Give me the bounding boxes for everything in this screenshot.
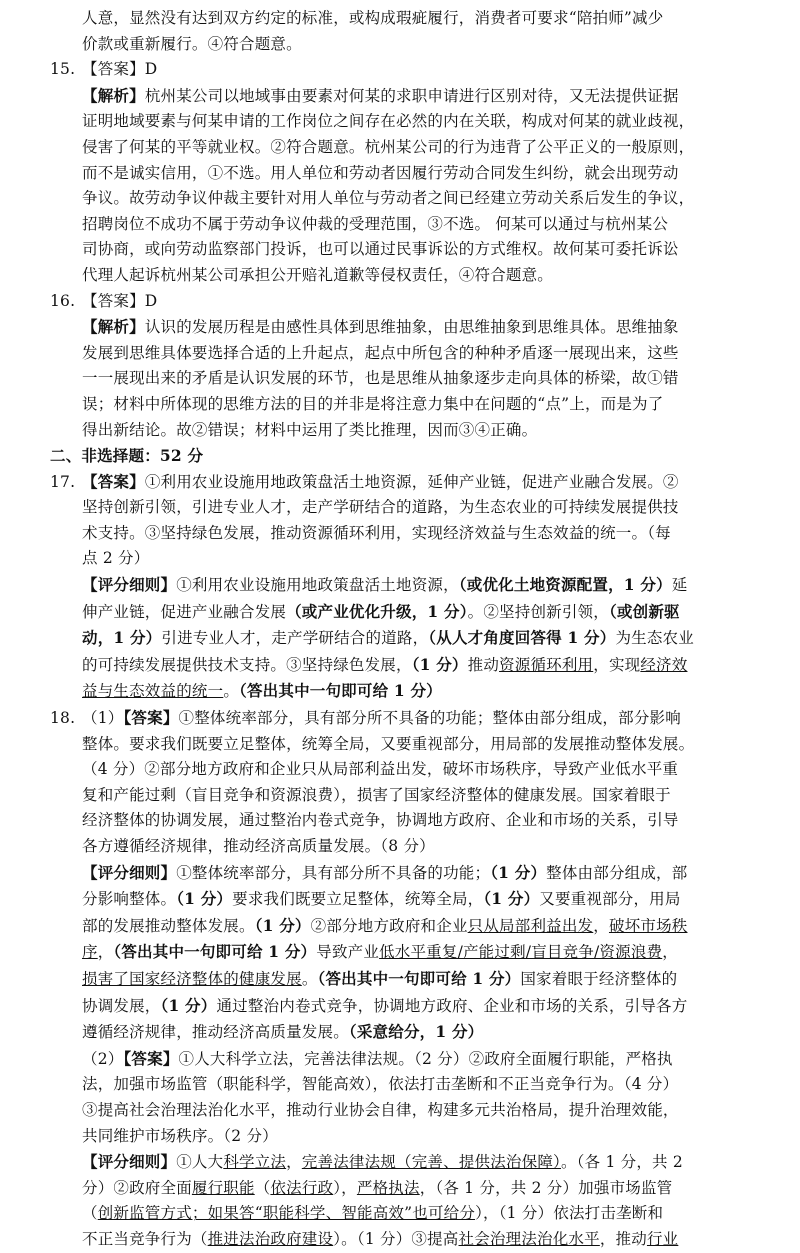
text: ， <box>286 1153 302 1172</box>
text: 坚持创新引领，引进专业人才，走产学研结合的道路，为生态农业的可持续发展提供技 <box>82 498 679 517</box>
bold-note: （或产业优化升级，1 分） <box>286 601 468 621</box>
text-line <box>50 1098 766 1124</box>
text: ， <box>662 943 678 962</box>
text: 延 <box>671 576 688 595</box>
text-line <box>50 392 766 418</box>
text-line <box>50 652 766 679</box>
text-line <box>50 1201 766 1227</box>
text-line <box>50 341 766 367</box>
underlined-key: 推进法治政府建设 <box>207 1229 334 1248</box>
text: ， <box>593 916 609 935</box>
answer-label: 【答案】 <box>82 471 145 491</box>
underlined-key: 益与生态效益的统一 <box>82 682 224 701</box>
text: 代理人起诉杭州某公司承担公开赔礼道歉等侵权责任，④符合题意。 <box>82 265 554 284</box>
answer-label: 【答案】 <box>123 1048 179 1068</box>
bold-note: （答出其中一句即可给 1 分） <box>317 968 521 988</box>
text-line <box>50 109 766 135</box>
underlined-key: 行业 <box>646 1229 679 1248</box>
underlined-key: 序 <box>82 943 98 962</box>
text-line <box>50 966 766 993</box>
text: 招聘岗位不成功不属于劳动争议仲裁的受理范围，③不选。 何某可以通过与杭州某公 <box>82 214 669 233</box>
text: 推动 <box>467 655 500 674</box>
text: 国家着眼于经济整体的 <box>520 969 678 988</box>
text: 得出新结论。故②错误；材料中运用了类比推理，因而③④正确。 <box>82 420 538 439</box>
text: （ <box>254 1178 271 1197</box>
text: 通过整治内卷式竞争，协调地方政府、企业和市场的关系，引导各方 <box>216 996 688 1015</box>
text: ， <box>97 943 114 962</box>
text: 误；材料中所体现的思维方法的目的并非是将注意力集中在问题的“点”上，而是为了 <box>82 394 664 413</box>
text-line <box>50 1176 766 1202</box>
underlined-key: 创新监管方式；如果答“职能科学、智能高效”也可给分 <box>97 1204 476 1223</box>
section-title: 二、非选择题：52 分 <box>50 446 204 466</box>
text-line <box>50 993 766 1020</box>
text: 分影响整体。 <box>82 890 177 909</box>
text: ①利用农业设施用地政策盘活土地资源，延伸产业链，促进产业融合发展。② <box>144 472 679 491</box>
text-line <box>50 495 766 521</box>
text-line <box>50 1124 766 1150</box>
bold-note: （1 分） <box>490 862 547 882</box>
answer: 【答案】D <box>82 291 158 310</box>
text: ），（1 分）依法打击垄断和 <box>475 1204 664 1223</box>
text-line <box>50 886 766 913</box>
text: ②部分地方政府和企业 <box>310 916 468 935</box>
underlined-key: 依法行政 <box>270 1178 334 1197</box>
text: ①整体统率部分，具有部分所不具备的功能； <box>176 863 491 882</box>
text: ①人大 <box>176 1153 224 1172</box>
text: 整体。要求我们既要立足整体，统筹全局，又要重视部分，用局部的发展推动整体发展。 <box>82 734 695 753</box>
underlined-key: 经济效 <box>640 655 688 674</box>
text-line <box>50 1072 766 1098</box>
text-line <box>50 418 766 444</box>
text: ，推动 <box>599 1229 647 1248</box>
bold-note: （1 分） <box>483 889 540 909</box>
bold-note: （从人才角度回答得 1 分） <box>428 628 616 648</box>
bold-note: （答出其中一句即可给 1 分） <box>113 942 317 962</box>
underlined-key: 完善法律法规（完善、提供法治保障） <box>301 1153 561 1172</box>
underlined-key: 只从局部利益出发 <box>467 916 594 935</box>
text: 侵害了何某的平等就业权。②符合题意。杭州某公司的行为违背了公平正义的一般原则， <box>82 137 695 156</box>
underlined-key: 科学立法 <box>223 1153 287 1172</box>
text: （1） <box>82 709 124 728</box>
text: 发展到思维具体要选择合适的上升起点，起点中所包含的种种矛盾逐一展现出来，这些 <box>82 343 679 362</box>
text-line <box>50 1046 766 1073</box>
text: ，（各 1 分，共 2 分）加强市场监管 <box>419 1178 673 1197</box>
analysis-label: 【解析】 <box>82 85 145 105</box>
answer: 【答案】D <box>82 60 158 79</box>
text-line <box>50 212 766 238</box>
text: 证明地域要素与何某申请的工作岗位之间存在必然的内在关联，构成对何某的就业歧视， <box>82 112 695 131</box>
bold-note: （1 分） <box>254 915 311 935</box>
text-line <box>50 757 766 783</box>
text-line <box>50 1149 766 1176</box>
text: 不正当竞争行为（ <box>82 1229 208 1248</box>
underlined-key: 社会治理法治化水平 <box>458 1229 600 1248</box>
text-line <box>50 572 766 599</box>
text: 为生态农业 <box>615 629 694 648</box>
text: ①利用农业设施用地政策盘活土地资源， <box>176 576 459 595</box>
underlined-key: 损害了国家经济整体的健康发展 <box>82 969 302 988</box>
text-line <box>50 783 766 809</box>
underlined-key: 严格执法 <box>356 1178 420 1197</box>
bold-note: （1 分） <box>160 995 217 1015</box>
text: 分）②政府全面 <box>82 1178 192 1197</box>
text: 导致产业 <box>316 943 380 962</box>
text-line <box>50 83 766 110</box>
text: 人意，显然没有达到双方约定的标准，或构成瑕疵履行，消费者可要求“陪拍师”减少 <box>82 9 664 27</box>
text: 认识的发展历程是由感性具体到思维抽象，由思维抽象到思维具体。思维抽象 <box>144 318 679 337</box>
text: 要求我们既要立足整体，统筹全局， <box>232 890 484 909</box>
text-line <box>50 678 766 705</box>
text-line <box>50 939 766 966</box>
text: 司协商，或向劳动监察部门投诉，也可以通过民事诉讼的方式维权。故何某可委托诉讼 <box>82 240 679 259</box>
text-line <box>50 1019 766 1046</box>
text: 伸产业链，促进产业融合发展 <box>82 602 287 621</box>
text: ）， <box>333 1178 357 1197</box>
text: 协调发展， <box>82 996 161 1015</box>
text: （ <box>82 1204 98 1223</box>
text: 争议。故劳动争议仲裁主要针对用人单位与劳动者之间已经建立劳动关系后发生的争议， <box>82 189 695 208</box>
text-line <box>50 834 766 860</box>
text: 术支持。③坚持绿色发展，推动资源循环利用，实现经济效益与生态效益的统一。（每 <box>82 523 671 542</box>
text: 部的发展推动整体发展。 <box>82 916 255 935</box>
text: 复和产能过剩（盲目竞争和资源浪费），损害了国家经济整体的健康发展。国家着眼于 <box>82 785 671 804</box>
text: 而不是诚实信用，①不选。用人单位和劳动者因履行劳动合同发生纠纷，就会出现劳动 <box>82 163 679 182</box>
text-line <box>50 521 766 547</box>
text-line <box>50 860 766 887</box>
text: 。②坚持创新引领， <box>467 602 609 621</box>
question-number: 16. <box>50 291 76 310</box>
text: 遵循经济规律，推动经济高质量发展。 <box>82 1023 349 1042</box>
text-line <box>50 599 766 626</box>
text-line <box>50 732 766 758</box>
underlined-key: 资源循环利用 <box>499 655 594 674</box>
text: 整体由部分组成，部 <box>546 863 688 882</box>
text-line <box>50 366 766 392</box>
text: ，实现 <box>593 655 641 674</box>
underlined-key: 低水平重复/产能过剩/盲目竞争/资源浪费 <box>379 943 663 962</box>
text-line <box>50 186 766 212</box>
section-heading <box>50 443 766 469</box>
text: 共同维护市场秩序。（2 分） <box>82 1126 278 1145</box>
text: 。（各 1 分，共 2 <box>560 1153 683 1172</box>
text: 杭州某公司以地域事由要素对何某的求职申请进行区别对待，又无法提供证据 <box>144 86 679 105</box>
bold-note: （或优化土地资源配置，1 分） <box>458 575 672 595</box>
text: ）。（1 分）③提高 <box>333 1229 459 1248</box>
text: 各方遵循经济规律，推动经济高质量发展。（8 分） <box>82 837 435 855</box>
text-line <box>50 913 766 940</box>
question-16-answer <box>50 289 766 315</box>
text: 。 <box>223 682 240 701</box>
text-line <box>50 625 766 652</box>
text: ①整体统率部分，具有部分所不具备的功能；整体由部分组成，部分影响 <box>178 709 681 728</box>
question-number: 18. <box>50 709 76 728</box>
text-line <box>50 237 766 263</box>
bold-note: （1 分） <box>176 889 233 909</box>
rubric-label: 【评分细则】 <box>82 575 177 595</box>
text-line <box>50 808 766 834</box>
underlined-key: 破坏市场秩 <box>608 916 688 935</box>
analysis-label: 【解析】 <box>82 317 145 337</box>
rubric-label: 【评分细则】 <box>82 1152 177 1172</box>
text-line <box>50 469 766 496</box>
question-number: 15. <box>50 60 76 79</box>
text: 的可持续发展提供技术支持。③坚持绿色发展， <box>82 655 412 674</box>
bold-note: 动，1 分） <box>82 628 162 648</box>
text-line <box>50 263 766 289</box>
underlined-key: 履行职能 <box>191 1178 255 1197</box>
text-line <box>50 546 766 572</box>
text: 引进专业人才，走产学研结合的道路， <box>161 629 429 648</box>
bold-note: （采意给分，1 分） <box>348 1022 484 1042</box>
text-line <box>50 1227 766 1253</box>
text-line <box>50 161 766 187</box>
text: 。 <box>301 969 318 988</box>
text: 一一展现出来的矛盾是认识发展的环节，也是思维从抽象逐步走向具体的桥梁，故①错 <box>82 369 679 388</box>
answer-label: 【答案】 <box>123 708 179 728</box>
question-15-answer <box>50 57 766 83</box>
text-line <box>50 135 766 161</box>
question-number: 17. <box>50 472 76 491</box>
text: 又要重视部分，用局 <box>539 890 681 909</box>
text-line <box>50 314 766 341</box>
text: 点 2 分） <box>82 549 150 568</box>
bold-note: （答出其中一句即可给 1 分） <box>239 681 442 701</box>
bold-note: （1 分） <box>411 654 468 674</box>
text: 经济整体的协调发展，通过整治内卷式竞争，协调地方政府、企业和市场的关系，引导 <box>82 811 679 830</box>
text: ①人大科学立法，完善法律法规。（2 分）②政府全面履行职能，严格执 <box>178 1049 673 1068</box>
text: 法，加强市场监管（职能科学，智能高效），依法打击垄断和不正当竞争行为。（4 分） <box>82 1075 679 1094</box>
text-line <box>50 32 766 58</box>
bold-note: （或创新驱 <box>608 601 680 621</box>
text-line <box>50 6 766 32</box>
text: ③提高社会治理法治化水平，推动行业协会自律，构建多元共治格局，提升治理效能， <box>82 1100 679 1119</box>
rubric-label: 【评分细则】 <box>82 862 177 882</box>
text: （2） <box>82 1049 124 1068</box>
text-line <box>50 705 766 732</box>
text: （4 分）②部分地方政府和企业只从局部利益出发，破坏市场秩序，导致产业低水平重 <box>82 760 679 779</box>
text: 价款或重新履行。④符合题意。 <box>82 34 302 53</box>
